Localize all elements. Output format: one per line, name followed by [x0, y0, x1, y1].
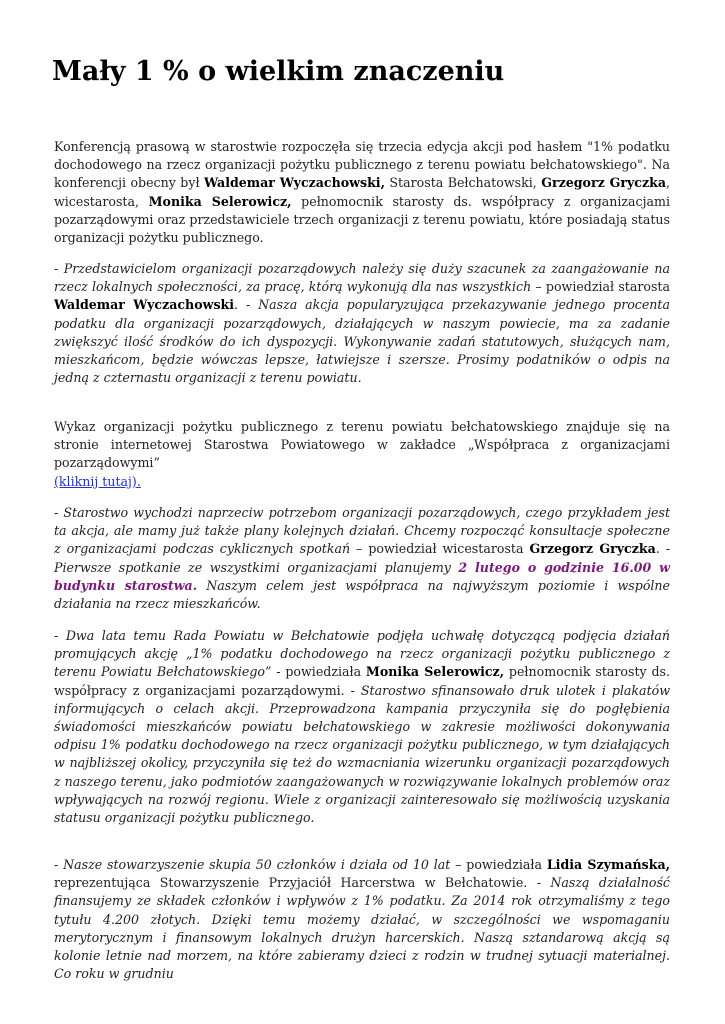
quote-text: - Dwa lata temu Rada Powiatu w Bełchatowie podjęła uchwałę dotyczącą podjęcia działań promujących akcję „1% podatku dochodowego na rzecz organizacji pożytku publicznego z terenu Powiatu Bełchatowskiego” — [54, 628, 670, 680]
text: pełnomocnik starosty ds. współpracy z organizacjami pozarządowymi. - — [54, 664, 671, 698]
paragraph-quote-pelnomocnik — [54, 627, 670, 827]
paragraph-wykaz — [54, 418, 670, 491]
name-bold: Waldemar Wyczachowski — [54, 297, 235, 313]
text: Starosta Bełchatowski, — [384, 175, 542, 191]
name-bold: Monika Selerowicz, — [365, 664, 505, 680]
name-bold: Waldemar Wyczachowski, — [204, 175, 385, 191]
text: reprezentująca Stowarzyszenie Przyjaciół Harcerstwa w Bełchatowie. - — [54, 875, 551, 891]
text: , wicestarosta, — [54, 175, 670, 209]
text: Wykaz organizacji pożytku publicznego z terenu powiatu bełchatowskiego znajduje się na stronie internetowej Starostwa Powiatowego w zakładce „Współpraca z organizacjami pozarządowymi” — [54, 419, 670, 471]
quote-text: Nasza akcja popularyzująca przekazywanie jednego procenta podatku dla organizacji pozarządowych, działających w naszym powiecie, ma za zadanie zwiększyć ilość środków do ich dyspozycji. Wykonywanie zadań statutowych, służących nam, mieszkańcom, będzie wówczas lepsze, łatwiejsze i szersze. Prosimy podatników o odpis na jedną z czternastu organizacji z terenu powiatu. — [54, 297, 670, 386]
name-bold: Grzegorz Gryczka — [529, 541, 656, 557]
name-bold: Lidia Szymańska, — [546, 857, 670, 872]
quote-text: - Przedstawicielom organizacji pozarządowych należy się duży szacunek za zaangażowanie na rzecz lokalnych społeczności, za pracę, którą wykonują dla nas wszystkich — [54, 261, 670, 295]
name-bold: Monika Selerowicz, — [148, 193, 292, 209]
meeting-date-highlight: 2 lutego o godzinie 16.00 w budynku starostwa. — [54, 559, 670, 593]
text: – powiedziała — [450, 857, 547, 872]
kliknij-tutaj-link[interactable]: (kliknij tutaj). — [54, 473, 141, 489]
quote-text: Naszą działalność finansujemy ze składek członków i wpływów z 1% podatku. Za 2014 rok otrzymaliśmy z tego tytułu 4.200 złotych. Dzięki temu możemy działać, w szczególności we wspomaganiu merytorycznym i finansowym lokalnych drużyn harcerskich. Naszą sztandarową akcją są kolonie letnie nad morzem, na które zabieramy dzieci z rodzin w trudnej sytuacji materialnej. Co roku w grudniu — [54, 875, 670, 982]
paragraph-quote-harcerstwo — [54, 856, 670, 983]
text: pełnomocnik starosty ds. współpracy z organizacjami pozarządowymi oraz przedstawiciele trzech organizacji z terenu powiatu, które posiadają status organizacji pożytku publicznego. — [54, 193, 670, 246]
quote-text: Pierwsze spotkanie ze wszystkimi organizacjami planujemy — [54, 559, 459, 575]
paragraph-quote-wicestarosta — [54, 504, 670, 613]
name-bold: Grzegorz Gryczka — [541, 175, 666, 191]
paragraph-intro — [54, 138, 670, 247]
text: . - — [234, 297, 259, 313]
text: . - — [655, 541, 670, 557]
text: Konferencją prasową w starostwie rozpoczęła się trzecia edycja akcji pod hasłem "1% podatku dochodowego na rzecz organizacji pożytku publicznego z terenu powiatu bełchatowskiego". Na konferencji obecny był — [54, 139, 670, 191]
text: - powiedziała — [271, 664, 366, 680]
quote-text: Starostwo sfinansowało druk ulotek i plakatów informujących o celach akcji. Przeprowadzona kampania przyczyniła się do pogłębienia świadomości mieszkańców powiatu bełchatowskiego w zakresie możliwości dokonywania odpisu 1% podatku dochodowego na rzecz organizacji pożytku publicznego, w tym działających w najbliższej okolicy, przyczyniła się też do wzmacniania wizerunku organizacji pozarządowych z naszego terenu, jako podmiotów zaangażowanych w rozwiązywanie lokalnych problemów oraz wpływających na rozwój regionu. Wiele z organizacji zainteresowało się możliwością uzyskania statusu organizacji pożytku publicznego. — [54, 682, 670, 826]
quote-text: - Nasze stowarzyszenie skupia 50 członków i działa od 10 lat — [54, 857, 451, 872]
article-title: Mały 1 % o wielkim znaczeniu — [52, 56, 505, 87]
text: – powiedział wicestarosta — [350, 541, 530, 557]
paragraph-quote-starosta — [54, 260, 670, 387]
text: – powiedział starosta — [531, 279, 670, 295]
quote-text: Naszym celem jest współpraca na najwyższym poziomie i wspólne działania na rzecz mieszkańców. — [54, 577, 670, 612]
quote-text: - Starostwo wychodzi naprzeciw potrzebom organizacji pozarządowych, czego przykładem jest ta akcja, ale mamy już także plany kolejnych działań. Chcemy rozpocząć konsultacje społeczne z organizacjami podczas cyklicznych spotkań — [54, 505, 670, 557]
